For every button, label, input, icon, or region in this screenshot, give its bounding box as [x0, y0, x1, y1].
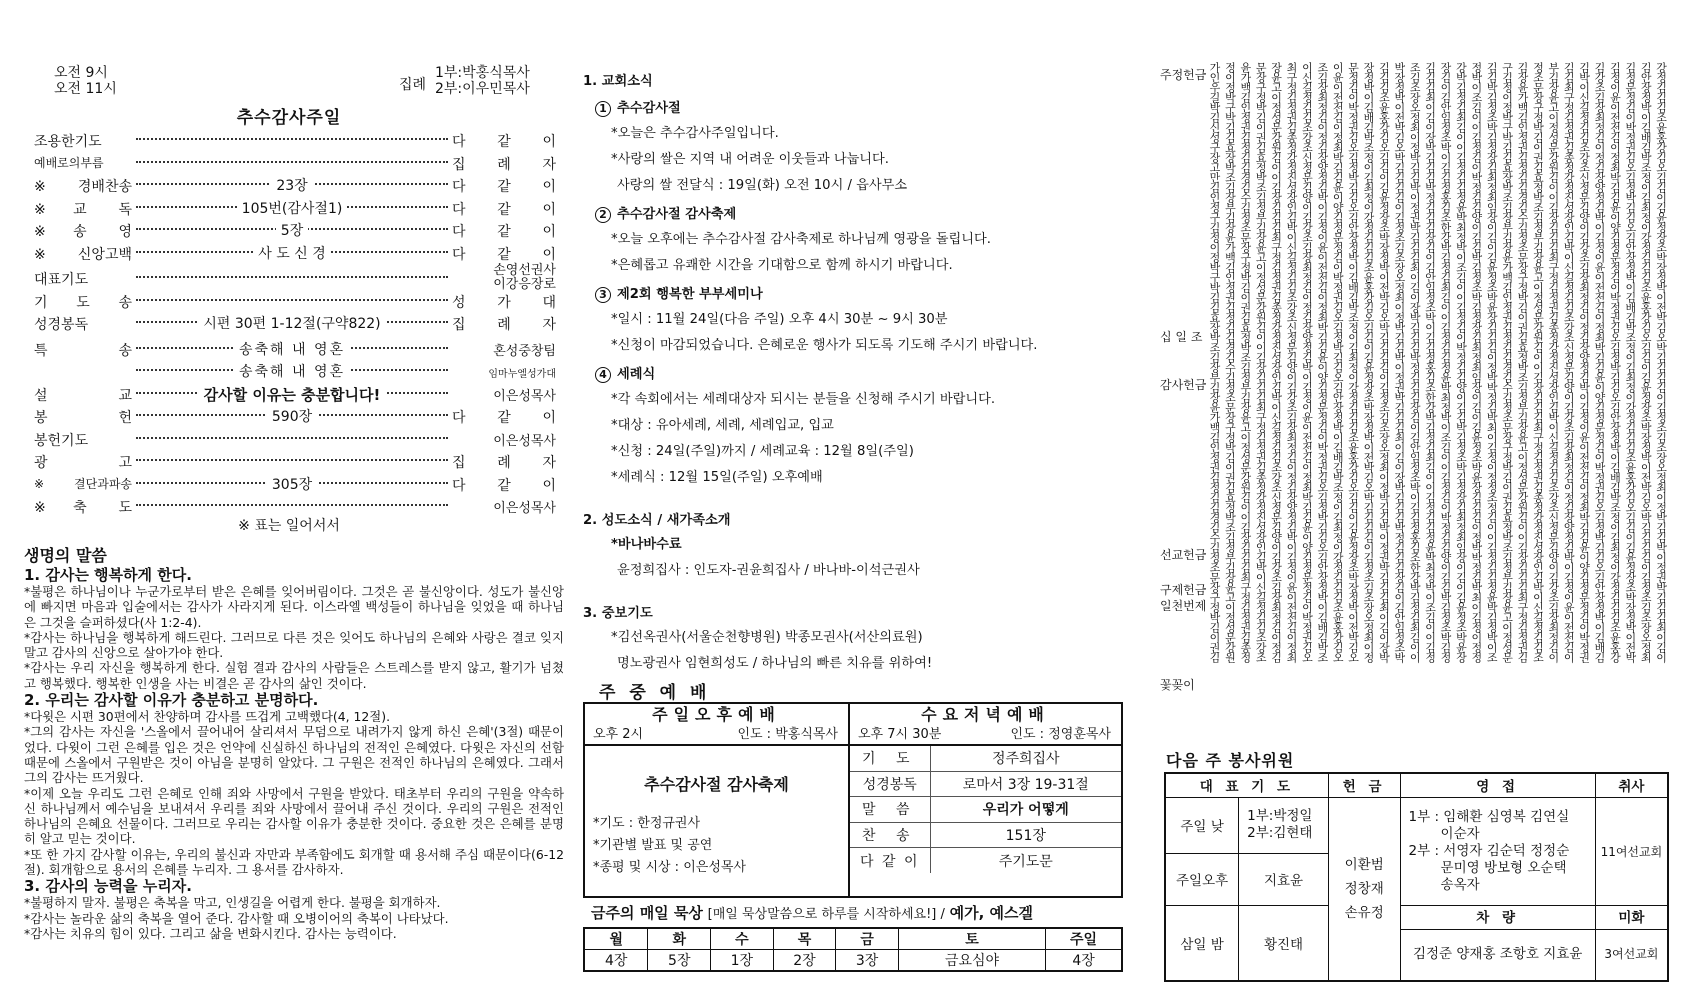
meditation-table — [583, 927, 1123, 972]
meditation-note: [매일 묵상말씀으로 하루를 시작하세요!] / — [707, 907, 945, 922]
day-header: 주일 — [1046, 928, 1122, 950]
offering-names-column: 김박이신길정김김조강조신정문김양이김강조김장최정김이정김장양정김박이김정이윤이전전김이정최박김김윤이양김정문정김이박정권 — [1577, 62, 1591, 662]
offering-category-label: 선교헌금 — [1160, 548, 1207, 562]
order-person: 성 가 대 — [452, 294, 556, 311]
weekday-worship-title: 주 중 예 배 — [599, 683, 711, 703]
greet-line: 이순자 — [1440, 825, 1480, 842]
header-offering: 헌 금 — [1328, 773, 1400, 797]
order-row — [34, 494, 556, 517]
day-header: 화 — [648, 928, 711, 950]
wed-role: 기 도 — [850, 746, 930, 771]
order-item: ※축 도 — [34, 500, 132, 516]
order-row — [34, 472, 556, 495]
order-center: 송축해 내 영혼 — [234, 342, 350, 358]
order-item: 기 도 송 — [34, 294, 132, 311]
offering-names-column: 정이정박구박김김효장박조김장부김장윤가백김인정권김정김김경김수김정조문장구정박김이권김효정박조김정부김장윤고이정성문강원 — [1223, 62, 1237, 662]
offering-names-column: 문장구정박김이권김효정박조김정부김장윤고이정성문강원김이이김장김김김최구정김정권김종정강정진성장인김박이신길정김김조강조 — [1254, 62, 1268, 662]
offering-names-column: 정조문장구정박김이권김효정박조김정부김장윤고이정성문강원김이이김장김김김최구정김정권김종정강정진성장인김박이신길정김김조 — [1531, 62, 1545, 662]
row-prayer — [1239, 797, 1329, 853]
order-person: 혼성중창팀 — [493, 343, 556, 359]
sermon-paragraph: *불평하지 말자. 불평은 축복을 막고, 인생길을 어렵게 한다. 불평을 회개하자. — [24, 895, 441, 911]
offering-names-column: 문정김이박정권김오김정박김김오김안장정박이김배김박조정이김최정이강정김김김조윤홍강김오김김이김윤정장조박장정박이전박김오 — [1346, 62, 1360, 662]
news-line: *바나바수료 — [611, 537, 682, 552]
wed-role: 말 씀 — [850, 797, 930, 822]
wed-role: 다 같 이 — [850, 848, 930, 873]
order-center: 305장 — [267, 477, 317, 493]
order-row — [34, 128, 556, 151]
day-value: 4장 — [1046, 950, 1122, 972]
order-item: 대표기도 — [34, 272, 89, 288]
order-item: 예배로의부름 — [34, 155, 104, 170]
news-line: *신청 : 24일(주일)까지 / 세례교육 : 12월 8일(주일) — [611, 444, 914, 459]
offering-names-column: 가인우길박김신성구장고만김인정구김정이정박구박김김효장박조김장부김장윤가백김인정권김정김김경김수김정조문장구정박김이권김 — [1208, 62, 1221, 662]
greet-cell — [1400, 797, 1595, 905]
meditation-source: 예가, 예스겔 — [949, 904, 1034, 922]
sermon-paragraph: *또 한 가지 감사할 이유는, 우리의 불신과 자만과 부족함에도 회개할 때 용서해 주심 때문이다(6-12절). 회개함으로 용서의 은혜를 누리자. 그 용서를 감사하자. — [24, 846, 564, 878]
table-row — [584, 950, 1122, 972]
news-line: *대상 : 유아세례, 세례, 세례입교, 입교 — [611, 418, 834, 433]
car-names: 김정준 양재홍 조항호 지효윤 — [1412, 945, 1583, 962]
offering-names-column: 김정문정김이박정권김오김정박김김오김안장정박이김배김박조정이김최정이강정김김김조윤홍강김오김김이김윤정장조박장정박이전박 — [1623, 62, 1637, 662]
greet-line: 송옥자 — [1440, 876, 1480, 893]
offering-category-label: 구제헌금 — [1160, 583, 1207, 597]
service-times-list — [54, 65, 117, 97]
sermon-paragraph: *감사는 놀라운 삶의 축복을 열어 준다. 감사할 때 오병이어의 축복이 나타났다. — [24, 910, 449, 926]
wed-pm-table — [850, 746, 1121, 873]
news-line: 윤정희집사 : 인도자-권윤희집사 / 바나바-이석근권사 — [617, 563, 920, 578]
news-sub-2: 2 추수감사절 감사축제 — [595, 203, 1123, 223]
offering-name: 정창재 — [1344, 880, 1384, 897]
header-greet: 영 접 — [1400, 773, 1595, 797]
order-row — [34, 173, 556, 196]
table-row — [850, 822, 1121, 847]
order-center: 감사할 이유는 충분합니다! — [199, 386, 386, 404]
sermon-heading: 3. 감사의 능력을 누리자. — [24, 877, 192, 896]
order-item: ※결단과파송 — [34, 476, 132, 491]
offering-names-column: 이신길정김김조강조신정문김양이김강조김장최정김이정김장양정김박이김정이윤이전전김이정최박김김윤이양김정문정김이박정권김오 — [1300, 62, 1314, 662]
order-person: 다 같 이 — [452, 134, 556, 150]
table-row — [584, 928, 1122, 950]
order-row — [34, 427, 556, 450]
offering-names-column: 이윤이전전김이정최박김김윤이양김정문정김이박정권김오김정박김김오김안장정박이김배김박조정이김최정이강정김김김조윤홍강김오 — [1331, 62, 1345, 662]
day-header: 금 — [836, 928, 899, 950]
prayer-name: 1부:박정일 — [1247, 808, 1313, 824]
order-item: 조용한기도 — [34, 134, 102, 150]
day-value: 2장 — [773, 950, 836, 972]
order-row — [34, 337, 556, 360]
offering-names-column: 조김장최정김이정김장양정김박이김정이윤이전전김이정최박김김윤이양김정문정김이박정권김오김정박김김오김안장정박이김배김박조 — [1315, 62, 1329, 662]
sermon-summary — [24, 566, 564, 941]
offering-names-column: 김김김최이김이장박김김김박정김김김장김이김안임정조박이김김정홍김조한강박김정김최김이이김정김김정윤박최정박이조김이이김정 — [1423, 62, 1437, 662]
sermon-paragraph: *감사는 하나님을 행복하게 해드린다. 그러므로 다른 것은 잊어도 하나님의 은혜와 사랑은 결코 잊지 말고 감사의 신앙으로 살아가야 한다. — [24, 629, 564, 661]
news-line: *오늘은 추수감사주일입니다. — [611, 126, 779, 141]
order-item: ※경배찬송 — [34, 179, 132, 195]
row-prayer: 황진태 — [1239, 905, 1329, 981]
stand-note: ※ 표는 일어서서 — [238, 518, 340, 534]
greet-line: 2부 : 서영자 김순덕 정정순 — [1408, 842, 1570, 859]
word-title: 생명의 말씀 — [24, 546, 107, 565]
table-row — [850, 848, 1121, 873]
news-sub-4: 4 세례식 — [595, 363, 1123, 383]
ministers — [435, 65, 530, 97]
wednesday-evening-worship — [850, 704, 1121, 896]
order-person: 다 같 이 — [452, 224, 556, 240]
minister-1: 1부:박홍식목사 — [435, 65, 530, 81]
wed-value: 주기도문 — [930, 848, 1121, 873]
day-header: 목 — [773, 928, 836, 950]
news-line: *일시 : 11월 24일(다음 주일) 오후 4시 30분 ~ 9시 30분 — [611, 312, 948, 327]
sun-pm-sub — [585, 726, 848, 746]
order-center: 5장 — [276, 223, 308, 239]
order-row — [34, 289, 556, 312]
news-sub-3-label: 제2회 행복한 부부세미나 — [617, 287, 763, 302]
meditation-title-text: 금주의 매일 묵상 — [591, 904, 703, 922]
minister-2: 2부:이우민목사 — [435, 81, 530, 97]
offering-names-column: 박장정박이전박김오박김김김김이김정조김조장오정최이정박김김박이정권박김김김최이김이장박김김김박정김김김장김이김안임정조박 — [1392, 62, 1406, 662]
news-sub-3: 3 제2회 행복한 부부세미나 — [595, 283, 1123, 303]
news-line: *오늘 오후에는 추수감사절 감사축제로 하나님께 영광을 돌립니다. — [611, 232, 991, 247]
offering-names-column: 강정김김김조윤홍강김오김김이김윤정장조박장정박이전박김오박김김김김이김정조김조장오정최이정박김김박이정권박김김김최이김이 — [1654, 62, 1668, 662]
clean-cell — [1595, 905, 1668, 981]
order-person: 집 례 자 — [452, 455, 556, 471]
table-row — [850, 771, 1121, 796]
order-person: 임마누엘성가대 — [488, 369, 556, 380]
order-item: ※교 독 — [34, 201, 132, 218]
order-row — [34, 263, 556, 292]
clean-header: 미화 — [1596, 906, 1667, 930]
news-line: *사랑의 쌀은 지역 내 어려운 이웃들과 나눕니다. — [611, 152, 889, 167]
table-row — [1165, 797, 1668, 853]
header-cook: 취사 — [1595, 773, 1668, 797]
table-row — [1165, 773, 1668, 797]
wed-value: 정주희집사 — [991, 751, 1060, 768]
order-item: 성경봉독 — [34, 317, 89, 333]
meditation-title — [591, 902, 1033, 923]
offering-names-column: 최구정김정권김종정강정진성장인김박이신길정김김조강조신정문김양이김강조김장최정김이정김장양정김박이김정이윤이전전김이정최 — [1285, 62, 1298, 662]
greet-line: 1부 : 임해환 심영복 김연실 — [1408, 808, 1570, 825]
row-prayer: 지효윤 — [1239, 853, 1329, 905]
order-person: 손영선권사 이강응장로 — [493, 263, 556, 292]
sermon-heading: 2. 우리는 감사할 이유가 충분하고 분명하다. — [24, 691, 319, 710]
sermon-paragraph: *감사는 치유의 힘이 있다. 그리고 삶을 변화시킨다. 감사는 능력이다. — [24, 925, 397, 941]
clean-names: 3여선교회 — [1604, 946, 1659, 961]
order-person: 다 같 이 — [452, 201, 556, 218]
wed-pm-sub — [850, 726, 1121, 746]
order-person: 이은성목사 — [493, 388, 556, 404]
row-when: 주일오후 — [1165, 853, 1239, 905]
church-news — [583, 70, 1123, 681]
offering-list — [1150, 62, 1670, 742]
order-item: ※신앙고백 — [34, 246, 132, 263]
row-when: 주일 낮 — [1165, 797, 1239, 853]
wed-pm-time: 오후 7시 30분 — [858, 727, 942, 742]
order-center: 시편 30편 1-12절(구약822) — [198, 316, 385, 332]
service-times — [54, 65, 554, 101]
table-row — [850, 797, 1121, 822]
greet-line: 문미영 방보형 오순택 — [1440, 859, 1567, 876]
wed-pm-title: 수요저녁예배 — [921, 705, 1050, 724]
table-row — [850, 746, 1121, 771]
offering-names-column: 김김박김정조박김정장김최정최임장이김이김윤정조박윤장김김김이정박박정김박최이김정이정정조정김이이김정김김정윤박김정박이조 — [1485, 62, 1499, 662]
order-row — [34, 382, 556, 405]
offering-names-column: 김안장정박이김배김박조정이김최정이강정김김김조윤홍강김오김김이김윤정장조박장정박이전박김오박김김김김이김정조김조장오정최 — [1639, 62, 1653, 662]
order-center: 23장 — [271, 178, 312, 194]
sun-pm-line: *종평 및 시상 : 이은성목사 — [593, 860, 746, 875]
wed-pm-leader: 인도 : 정영훈목사 — [1010, 727, 1111, 742]
sun-pm-body — [585, 746, 848, 879]
sunday-afternoon-worship — [585, 704, 850, 896]
order-center: 105번(감사절1) — [237, 201, 348, 217]
wed-value: 우리가 어떻게 — [930, 797, 1121, 822]
offering-names-column: 장윤고이정성문강원김이이김장김김김최구정김정권김종정강정진성장인김박이신길정김김조강조신정문김양이김강조김장최정김이정김 — [1269, 62, 1283, 662]
wed-value: 로마서 3장 19-31절 — [930, 771, 1121, 796]
news-line: *은혜롭고 유쾌한 시간을 기대함으로 함께 하시기 바랍니다. — [611, 258, 953, 273]
sermon-paragraph: *감사는 우리 자신을 행복하게 한다. 실험 결과 감사의 사람들은 스트레스를 받지 않고, 활기가 넘쳤고 행복했다. 행복한 인생을 사는 비결은 곧 감사의 삶인 것이다. — [24, 660, 564, 691]
sermon-heading: 1. 감사는 행복하게 한다. — [24, 566, 192, 584]
header-prayer: 대 표 기 도 — [1165, 773, 1328, 797]
offering-name: 이환범 — [1344, 856, 1384, 873]
order-person: 다 같 이 — [452, 477, 556, 494]
order-person: 다 같 이 — [452, 179, 556, 195]
sun-pm-line: *기관별 발표 및 공연 — [593, 838, 713, 853]
news-heading-3: 3. 중보기도 — [583, 606, 653, 621]
order-row — [34, 449, 556, 472]
news-line: 사랑의 쌀 전달식 : 19일(화) 오전 10시 / 읍사무소 — [617, 178, 908, 193]
offering-category-label: 일천번제 — [1160, 599, 1207, 613]
offering-names-column: 장김이김안임정조박이김김정홍김조한강박김정김최김이이김정김김정윤박최정박이조김이이김정김이박정김김양이김김박김정조박김정 — [1439, 62, 1452, 662]
order-item: 봉 헌 — [34, 410, 132, 426]
offering-names-column: 강박김정김최김이이김정김김정윤박최정박이조김이이김정김이박정김김양이김김박김정조박김정장김최정최임장이김이김윤정조박윤장 — [1454, 62, 1468, 662]
table-row — [1165, 905, 1668, 981]
offering-name: 손유정 — [1344, 904, 1384, 921]
offering-names-column: 윤가백김인정권김정김김경김수김정조문장구정박김이권김효정박조김정부김장윤고이정성문강원김이이김장김김김최구정김정권김종정 — [1238, 62, 1252, 662]
weekday-worship-box — [583, 702, 1123, 898]
offering-names-column: 부김장윤고이정성문강원김이이김장김김김최구정김정권김종정강정진성장인김박이신길정김김조강조신정문김양이김강조김장최정김이 — [1546, 62, 1560, 662]
order-row — [34, 151, 556, 174]
order-row — [34, 196, 556, 219]
order-row — [34, 218, 556, 241]
order-row — [34, 241, 556, 264]
service-volunteers-table — [1164, 772, 1669, 982]
offering-names-column: 구김정이정박구박김김효장박조김장부김장윤가백김인정권김정김김경김수김정조문장구정박김이권김효정박조김정부김장윤고이정성문 — [1500, 62, 1514, 662]
order-center: 590장 — [267, 409, 317, 425]
car-header: 차 량 — [1401, 906, 1595, 930]
sermon-paragraph: *다윗은 시편 30편에서 찬양하며 감사를 뜨겁게 고백했다(4, 12절). — [24, 709, 391, 725]
news-sub-4-label: 세례식 — [617, 367, 656, 382]
order-person: 집 례 자 — [452, 156, 556, 173]
day-value: 4장 — [584, 950, 648, 972]
order-item: ※송 영 — [34, 224, 132, 240]
offering-names-column: 김강조김장최정김이정김장양정김박이김정이윤이전전김이정최박김김윤이양김정문정김이박정권김오김정박김김오김안장정박이김배김 — [1593, 62, 1606, 662]
offering-category-label: 주정헌금 — [1160, 68, 1207, 82]
sun-pm-leader: 인도 : 박홍식목사 — [737, 727, 838, 742]
day-value: 금요심야 — [898, 950, 1045, 972]
day-header: 토 — [898, 928, 1045, 950]
wed-role: 성경봉독 — [850, 771, 930, 796]
sun-pm-event: 추수감사절 감사축제 — [644, 775, 789, 794]
sun-pm-title: 주일오후예배 — [652, 705, 781, 724]
order-center: 송축해 내 영혼 — [234, 364, 350, 380]
offering-category-label: 십 일 조 — [1160, 330, 1203, 344]
order-item: 광 고 — [34, 455, 132, 471]
sun-pm-time: 오후 2시 — [593, 727, 644, 742]
sunday-title: 추수감사주일 — [236, 108, 342, 128]
news-line: 명노광권사 임현희성도 / 하나님의 빠른 치유를 위하여! — [617, 656, 933, 671]
offering-category-label: 감사헌금 — [1160, 378, 1207, 392]
next-week-title: 다음 주 봉사위원 — [1166, 751, 1295, 770]
offering-names-column: 김장윤가백김인정권김정김김경김수김정조문장구정박김이권김효정박조김정부김장윤고이정성문강원김이이김장김김김최구정김정권김 — [1516, 62, 1529, 662]
sermon-paragraph: *이제 오늘 우리도 그런 은혜로 인해 죄와 사망에서 구원을 받았다. 태초부터 우리의 구원을 약속하신 하나님께서 예수님을 보내셔서 우리를 죄와 사망에서 끌어내 주신 것이다. 우리의 구원은 전적인 하나님의 은혜요 선물이다. 그러므로 우리는 감사할 이유가 충분한 것이다. 중요한 것은 은혜를 분명히 알고 믿는 것이다. — [24, 785, 564, 847]
order-person: 다 같 이 — [452, 246, 556, 263]
wed-role: 찬 송 — [850, 822, 930, 847]
offering-names-column: 김김김조윤홍강김오김김이김윤정장조박장정박이전박김오박김김김김이김정조김조장오정최이정박김김박이정권박김김김최이김이장박 — [1377, 62, 1391, 662]
row-when: 삼일 밤 — [1165, 905, 1239, 981]
news-heading-1: 1. 교회소식 — [583, 74, 653, 89]
day-header: 수 — [711, 928, 774, 950]
time-2: 오전 11시 — [54, 81, 117, 97]
offering-cell — [1328, 797, 1400, 981]
day-value: 1장 — [711, 950, 774, 972]
sermon-paragraph: *불평은 하나님이나 누군가로부터 받은 은혜를 잊어버림이다. 그것은 곧 불신앙이다. 성도가 불신앙에 빠지면 마음과 입술에서는 감사가 사라지게 된다. 이스라엘 백성들이 하나님을 잊었을 때 하나님은 그것을 슬퍼하셨다(사 1:2-4). — [24, 584, 564, 630]
order-item: 봉헌기도 — [34, 432, 89, 449]
day-value: 3장 — [836, 950, 899, 972]
wed-value: 151장 — [930, 822, 1121, 847]
sermon-paragraph: *그의 감사는 자신을 '스올에서 끌어내어 살리셔서 무덤으로 내려가지 않게 하신 은혜'(3절) 때문이었다. 다윗이 그런 은혜를 입은 것은 언약에 신실하신 하나님의 전적인 은혜였다. 다윗은 자신의 선함 때문에 스올에서 구원받은 것이 아님을 분명히 알았다. 그 구원은 전적인 하나님의 은혜였다. 그래서 그의 감사는 뜨거웠다. — [24, 724, 564, 786]
time-1: 오전 9시 — [54, 65, 108, 81]
day-value: 5장 — [648, 950, 711, 972]
order-center: 사 도 신 경 — [253, 246, 330, 262]
news-sub-1: 1 추수감사절 — [595, 97, 1123, 117]
order-row — [34, 359, 556, 382]
news-line: *각 속회에서는 세례대상자 되시는 분들을 신청해 주시기 바랍니다. — [611, 392, 996, 407]
news-sub-2-label: 추수감사절 감사축제 — [617, 207, 737, 222]
offering-category-label: 꽃꽂이 — [1160, 678, 1195, 692]
order-row — [34, 311, 556, 334]
day-header: 월 — [584, 928, 648, 950]
car-cell — [1400, 905, 1595, 981]
news-line: *김선옥권사(서울순천향병원) 박종모권사(서산의료원) — [611, 630, 923, 645]
order-person: 다 같 이 — [452, 410, 556, 426]
offering-names-column: 조김조장오정최이정박김김박이정권박김김김최이김이장박김김김박정김김김장김이김안임정조박이김김정홍김조한강박김정김최김이이 — [1408, 62, 1422, 662]
order-person: 집 례 자 — [452, 317, 556, 333]
order-person: 이은성목사 — [493, 501, 556, 516]
offering-names-column: 김김최구정김정권김종정강정진성장인김박이신길정김김조강조신정문김양이김강조김장최정김이정김장양정김박이김정이윤이전전김이 — [1562, 62, 1576, 662]
sun-pm-line: *기도 : 한정규권사 — [593, 816, 701, 831]
prayer-name: 2부:김현태 — [1247, 825, 1313, 841]
order-row — [34, 404, 556, 427]
news-sub-1-label: 추수감사절 — [617, 101, 681, 116]
news-heading-2: 2. 성도소식 / 새가족소개 — [583, 513, 731, 528]
news-line: *세례식 : 12월 15일(주일) 오후예배 — [611, 470, 823, 485]
jip-label: 집례 — [399, 77, 427, 93]
order-person: 이은성목사 — [493, 433, 556, 449]
order-item: 설 교 — [34, 387, 132, 404]
order-of-worship — [34, 128, 556, 517]
offering-names-column: 김정이윤이전전김이정최박김김윤이양김정문정김이박정권김오김정박김김오김안장정박이김배김박조정이김최정이강정김김김조윤홍강 — [1608, 62, 1622, 662]
order-item: 특 송 — [34, 342, 132, 359]
offering-names-column: 장정박이김배김박조정이김최정이강정김김김조윤홍강김오김김이김윤정장조박장정박이전박김오박김김김김이김정조김조장오정최이정 — [1362, 62, 1375, 662]
cook-cell: 11여선교회 — [1595, 797, 1668, 905]
news-line: *신청이 마감되었습니다. 은혜로운 행사가 되도록 기도해 주시기 바랍니다. — [611, 338, 1038, 353]
offering-names-column: 정박이조김이이김정김이박정김김양이김김박김정조박김정장김최정최임장이김이김윤정조박윤장김김김이정박박정김박최이김정이정정 — [1469, 62, 1483, 662]
